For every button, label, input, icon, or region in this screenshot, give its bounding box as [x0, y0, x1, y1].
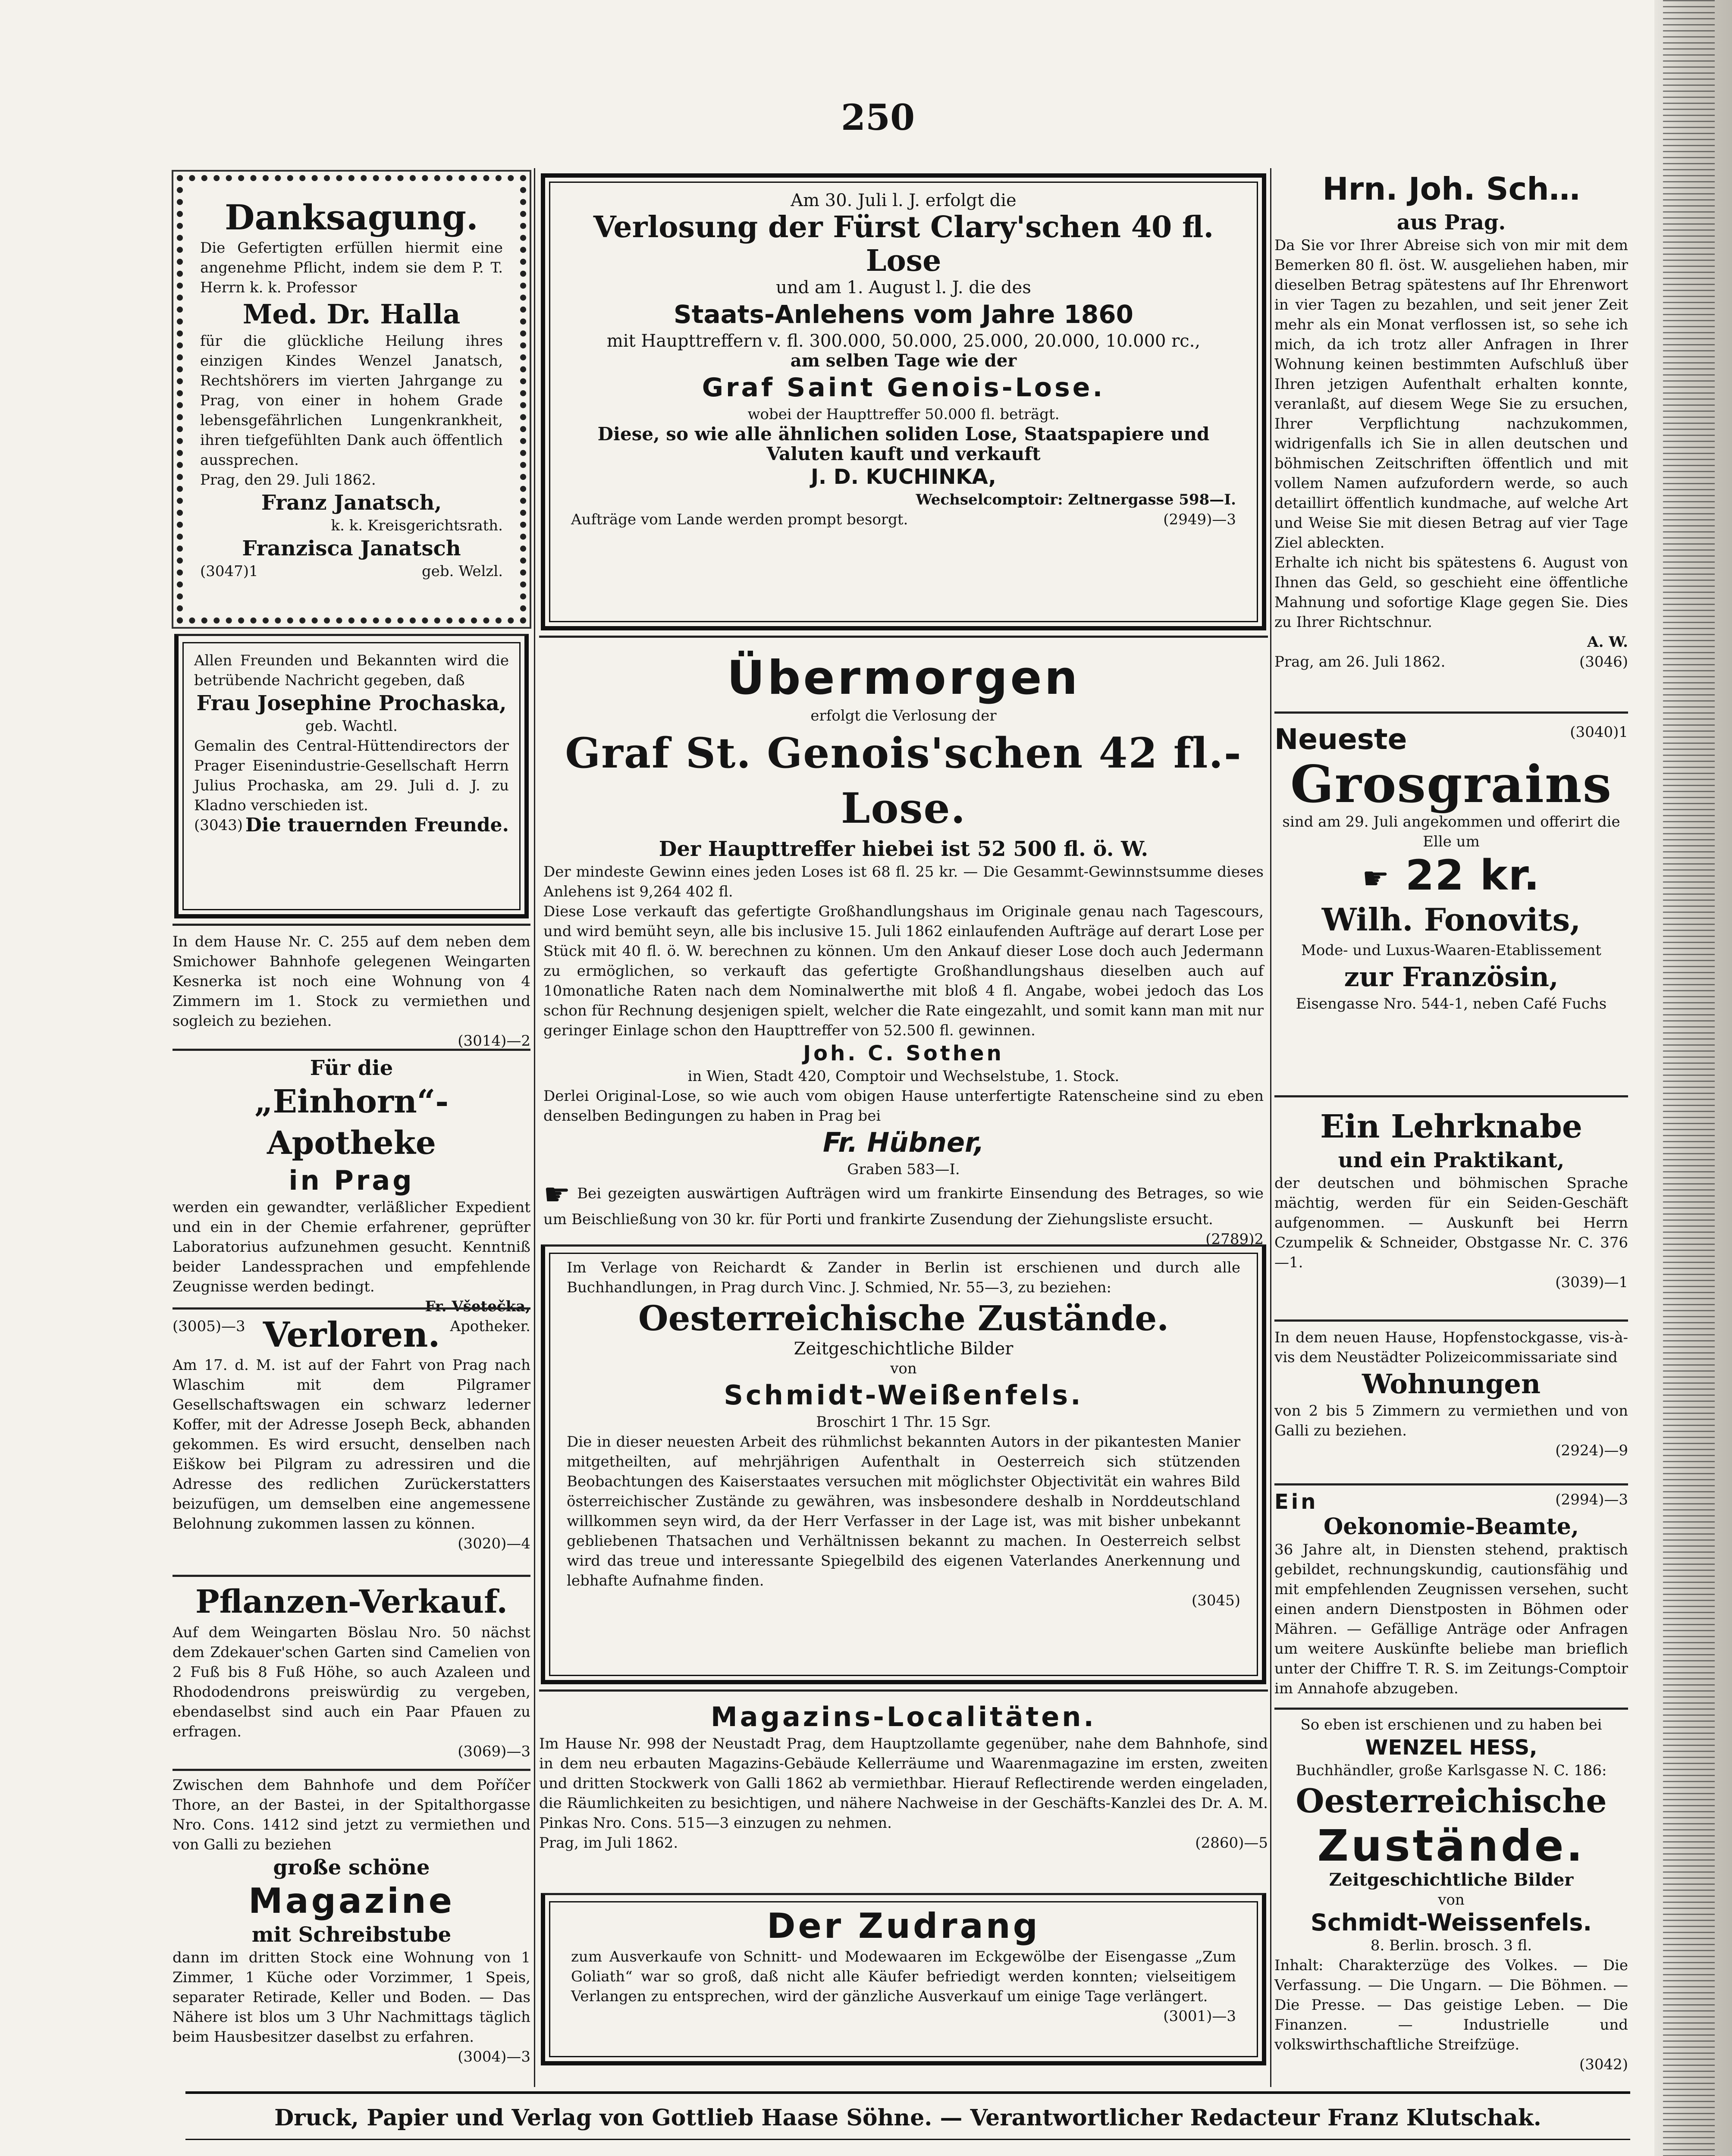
grosgrains-header — [1274, 722, 1628, 757]
ad-magazins-localitaeten — [539, 1689, 1268, 1888]
oekonomie-title: Oekonomie-Beamte, — [1324, 1514, 1579, 1540]
magazins-date: Prag, im Juli 1862. — [539, 1834, 678, 1852]
ad-der-zudrang — [541, 1893, 1266, 2065]
zustaende-title: Oesterreichische Zustände. — [638, 1298, 1169, 1338]
oekonomie-body: 36 Jahre alt, in Diensten stehend, praktisch gebildet, rechnungskundig, cautionsfähig und mit empfehlenden Zeugnissen versehen, sucht einen andern Dienstposten in Böhmen oder Mähren. — Gefällige Anträge oder Anfragen um weitere Auskünfte beliebe man brieflich unter der Chiffre T. R. S. im Zeitungs-Comptoir im Annahofe abzugeben. — [1274, 1541, 1628, 1697]
grosgrains-price: 22 kr. — [1405, 851, 1541, 899]
johsch-title: Hrn. Joh. Sch… — [1322, 171, 1580, 207]
apotheke-line-1: Für die — [310, 1056, 393, 1080]
hess-firm: WENZEL HESS, — [1365, 1736, 1537, 1760]
uebermorgen-body-3: Derlei Original-Lose, so wie auch vom obigen Hause unterfertigte Ratenscheine sind zu eben denselben Bedingungen zu haben in Prag bei — [543, 1087, 1264, 1125]
zudrang-ref: (3001)—3 — [1163, 2008, 1236, 2025]
footer-rule-top — [185, 2091, 1630, 2094]
uebermorgen-ref: (2789)2 — [1205, 1231, 1264, 1248]
grosgrains-title: Grosgrains — [1290, 754, 1613, 814]
danksagung-signature-1: Franz Janatsch, — [261, 491, 442, 515]
wohnungen-body: von 2 bis 5 Zimmern zu vermiethen und von Galli zu beziehen. — [1274, 1402, 1628, 1439]
danksagung-intro: Die Gefertigten erfüllen hiermit eine angenehme Pflicht, indem sie dem P. T. Herrn k. k. Professor — [200, 239, 503, 296]
zudrang-body: zum Ausverkaufe von Schnitt- und Modewaaren im Eckgewölbe der Eisengasse „Zum Goliath“ war so groß, daß nicht alle Käufer befriedigt werden konnten; vielseitigem Verlangen zu entsprechen, wird der gänzliche Ausverkauf um einige Tage verlängert. — [571, 1948, 1236, 2005]
clary-haupttreffer: mit Haupttreffern v. fl. 300.000, 50.000, 25.000, 20.000, 10.000 rc., — [606, 331, 1201, 351]
magazins-ref: (2860)—5 — [1195, 1834, 1268, 1852]
column-middle — [539, 168, 1268, 2071]
ad-clary-lottery — [541, 173, 1266, 630]
danksagung-doctor: Med. Dr. Halla — [242, 298, 461, 330]
grosgrains-firm-subtitle: Mode- und Luxus-Waaren-Etablissement — [1301, 942, 1601, 959]
hess-subtitle: Zeitgeschichtliche Bilder — [1329, 1870, 1574, 1890]
uebermorgen-address: in Wien, Stadt 420, Comptoir und Wechselstube, 1. Stock. — [687, 1068, 1120, 1085]
johsch-body: Da Sie vor Ihrer Abreise sich von mir mit dem Bemerken 80 fl. öst. W. ausgeliehen haben, mir dieselben Betrag spätestens auf Ihr Ehrenwort in vier Tagen zu bezahlen, und seit jener Zeit mehr als ein Monat verflossen ist, so sehe ich mich, da ich trotz aller Anfragen in Ihrer Wohnung keinen bestimmten Aufschluß über Ihren jetzigen Aufenthalt erhalten konnte, veranlaßt, auf diesem Wege Sie zu ersuchen, Ihrer Verpflichtung nachzukommen, widrigenfalls ich Sie in allen deutschen und böhmischen Zeitschriften öffentlich und mit vollem Namen aufzufordern werde, so auch detaillirt öffentlich kundmache, auf welche Art und Weise Sie mit diesen Betrag auf vier Tage Ziel ableckten. — [1274, 237, 1628, 552]
ad-wohnungen — [1274, 1319, 1628, 1483]
johsch-date: Prag, am 26. Juli 1862. — [1274, 653, 1446, 671]
apotheke-body: werden ein gewandter, verläßlicher Expedient und ein in der Chemie erfahrener, geprüfter Laboratorius aufzunehmen gesucht. Kenntniß beider Landessprachen und empfehlende Zeugnisse werden bedingt. — [173, 1199, 530, 1295]
hess-title-1: Oesterreichische — [1296, 1782, 1607, 1820]
verloren-body: Am 17. d. M. ist auf der Fahrt von Prag nach Wlaschim mit dem Pilgramer Gesellschaftswagen ein schwarz lederner Koffer, mit der Adresse Joseph Beck, abhanden gekommen. Es wird ersucht, denselben nach Eiškow bei Pilgram zu adressiren und die Adresse des redlichen Zurückerstatters beizufügen, um demselben eine angemessene Belohnung zukommen lassen zu können. — [173, 1357, 530, 1532]
apotheke-city: in Prag — [289, 1165, 414, 1196]
apotheke-signature-title: Apotheker. — [450, 1318, 530, 1335]
magazins-title: Magazins-Localitäten. — [711, 1701, 1096, 1733]
lehrknabe-subtitle: und ein Praktikant, — [1338, 1148, 1565, 1172]
pflanzen-title: Pflanzen-Verkauf. — [195, 1583, 508, 1620]
apotheke-name: „Einhorn“-Apotheke — [254, 1083, 449, 1162]
grosgrains-firm: Wilh. Fonovits, — [1321, 901, 1581, 938]
magazine-title: Magazine — [248, 1881, 455, 1921]
pointing-hand-icon: ☛ — [543, 1177, 571, 1212]
magazins-footer — [539, 1833, 1268, 1853]
danksagung-signature-2-suffix: geb. Welzl. — [421, 563, 503, 580]
ad-obituary — [174, 634, 529, 918]
hess-ref: (3042) — [1579, 2056, 1628, 2073]
danksagung-body: für die glückliche Heilung ihres einzigen Kindes Wenzel Janatsch, Rechtshörers im vierten Jahrgange zu Prag, von einer in hohem Grade lebensgefährlichen Lungenkrankheit, ihren tiefgefühlten Dank auch öffentlich aussprechen. — [200, 332, 503, 469]
wohnungen-title: Wohnungen — [1362, 1368, 1541, 1400]
ad-magazine — [173, 1769, 530, 2079]
ad-oesterreichische-zustaende — [541, 1244, 1266, 1684]
magazine-intro: Zwischen dem Bahnhofe und dem Poříčer Thore, an der Bastei, in der Spitalthorgasse Nro. Cons. 1412 sind jetzt zu vermiethen und von Galli zu beziehen — [173, 1777, 530, 1853]
verloren-title: Verloren. — [263, 1314, 440, 1355]
hess-address: Buchhändler, große Karlsgasse N. C. 186: — [1296, 1762, 1607, 1779]
johsch-signature: A. W. — [1587, 633, 1628, 651]
uebermorgen-agent-address: Graben 583—I. — [847, 1161, 960, 1178]
clary-line-1: Am 30. Juli l. J. erfolgt die — [791, 191, 1017, 210]
uebermorgen-body-2: Diese Lose verkauft das gefertigte Großhandlungshaus im Originale genau nach Tagescours, und wird bemüht seyn, alle bis inclusive 15. Juli 1862 einlaufenden Aufträge auf derart Lose per Stück mit 40 fl. ö. W. berechnen zu können. Um den Ankauf dieser Lose doch auch Jedermann zu ermöglichen, so verkauft das gefertigte Großhandlungshaus dieselben auch auf 10monatliche Raten nach dem Nominalwerthe mit bloß 4 fl. Angabe, wobei jedoch das Los schon für Rechnung desjenigen spielt, welcher die Rate eingezahlt, und somit kann man mit nur geringer Einlage schon den Haupttreffer von 52.500 fl. gewinnen. — [543, 903, 1264, 1039]
uebermorgen-body-1: Der mindeste Gewinn eines jeden Loses ist 68 fl. 25 kr. — Die Gesammt-Gewinnstsumme dieses Anlehens ist 9,264 402 fl. — [543, 863, 1264, 900]
johsch-footer — [1274, 652, 1628, 672]
clary-line-8: wobei der Haupttreffer 50.000 fl. beträgt. — [747, 406, 1060, 423]
lehrknabe-title: Ein Lehrknabe — [1320, 1108, 1582, 1145]
smichow-body: In dem Hause Nr. C. 255 auf dem neben dem Smichower Bahnhofe gelegenen Weingarten Kesnerka ist noch eine Wohnung von 4 Zimmern im 1. Stock zu vermiethen und sogleich zu beziehen. — [173, 933, 530, 1030]
obituary-maiden-name: geb. Wachtl. — [305, 718, 398, 735]
zustaende-price: Broschirt 1 Thr. 15 Sgr. — [816, 1413, 991, 1431]
zustaende-intro: Im Verlage von Reichardt & Zander in Berlin ist erschienen und durch alle Buchhandlungen, in Prag durch Vinc. J. Schmied, Nr. 55—3, zu beziehen: — [567, 1259, 1240, 1296]
obituary-ref: (3043) — [194, 817, 243, 834]
smichow-ref: (3014)—2 — [458, 1032, 530, 1050]
clary-address: Wechselcomptoir: Zeltnergasse 598—I. — [916, 491, 1236, 508]
obituary-footer — [194, 815, 509, 835]
page-edge-stitching — [1663, 0, 1715, 2156]
ad-grosgrains — [1274, 711, 1628, 1095]
clary-title: Verlosung der Fürst Clary'schen 40 fl. Lose — [593, 210, 1214, 278]
hess-von: von — [1438, 1891, 1465, 1908]
column-rule-right — [1270, 168, 1271, 2087]
wohnungen-intro: In dem neuen Hause, Hopfenstockgasse, vis-à-vis dem Neustädter Polizeicommissariate sind — [1274, 1329, 1628, 1366]
verloren-ref: (3020)—4 — [458, 1535, 530, 1552]
hess-intro: So eben ist erschienen und zu haben bei — [1300, 1716, 1602, 1733]
clary-note: Aufträge vom Lande werden prompt besorgt. — [571, 511, 908, 528]
grosgrains-ref: (3040)1 — [1570, 724, 1628, 741]
uebermorgen-lose-title: Graf St. Genois'schen 42 fl.-Lose. — [565, 729, 1242, 833]
lehrknabe-body: der deutschen und böhmischen Sprache mächtig, werden für ein Seiden-Geschäft aufgenommen. — Auskunft bei Herrn Czumpelik & Schneider, Obstgasse Nr. C. 376—1. — [1274, 1175, 1628, 1271]
oekonomie-header — [1274, 1490, 1628, 1514]
obituary-intro: Allen Freunden und Bekannten wird die betrübende Nachricht gegeben, daß — [194, 652, 509, 689]
grosgrains-line-1: Neueste — [1274, 723, 1407, 756]
zustaende-von: von — [890, 1360, 917, 1377]
johsch-ref: (3046) — [1579, 653, 1628, 671]
danksagung-date: Prag, den 29. Juli 1862. — [200, 471, 376, 489]
imprint-footer: Druck, Papier und Verlag von Gottlieb Haase Söhne. — Verantwortlicher Redacteur Franz Klutschak. — [274, 2105, 1541, 2131]
uebermorgen-haupttreffer: Der Haupttreffer hiebei ist 52 500 fl. ö. W. — [659, 837, 1148, 861]
column-left — [173, 168, 530, 2079]
pointing-hand-icon: ☛ — [1362, 860, 1390, 896]
oekonomie-ref: (2994)—3 — [1555, 1491, 1628, 1508]
johsch-subtitle: aus Prag. — [1396, 210, 1506, 235]
clary-ref: (2949)—3 — [1163, 511, 1236, 528]
uebermorgen-firm: Joh. C. Sothen — [803, 1041, 1004, 1065]
pflanzen-body: Auf dem Weingarten Böslau Nro. 50 nächst dem Zdekauer'schen Garten sind Camelien von 2 Fuß bis 8 Fuß Höhe, so auch Azaleen und Rhododendrons preiswürdig zu vergeben, ebendaselbst sind auch ein Paar Pfauen zu erfragen. — [173, 1624, 530, 1740]
uebermorgen-body-4: Bei gezeigten auswärtigen Aufträgen wird um frankirte Einsendung des Betrages, so wie um Beischließung von 30 kr. für Porti und frankirte Zusendung der Ziehungsliste ersucht. — [543, 1185, 1264, 1228]
zustaende-author: Schmidt-Weißenfels. — [724, 1379, 1083, 1411]
ad-lehrknabe — [1274, 1095, 1628, 1319]
ad-oekonomie-beamte — [1274, 1483, 1628, 1708]
danksagung-ref: (3047)1 — [200, 563, 258, 580]
clary-line-9: Diese, so wie alle ähnlichen soliden Lose, Staatspapiere und Valuten kauft und verkauft — [597, 423, 1210, 464]
hess-body: Inhalt: Charakterzüge des Volkes. — Die Verfassung. — Die Ungarn. — Die Böhmen. — Die Presse. — Das geistige Leben. — Die Finanzen. — Industrielle und volkswirthschaftliche Streifzüge. — [1274, 1957, 1628, 2053]
footer-rule-bottom — [185, 2139, 1630, 2140]
lehrknabe-ref: (3039)—1 — [1555, 1274, 1628, 1291]
hess-title-2: Zustände. — [1317, 1821, 1585, 1871]
grosgrains-shop: zur Französin, — [1344, 961, 1559, 993]
wohnungen-ref: (2924)—9 — [1555, 1442, 1628, 1459]
magazine-body: dann im dritten Stock eine Wohnung von 1 Zimmer, 1 Küche oder Vorzimmer, 1 Speis, separater Retirade, Keller und Boden. — Das Nähere ist blos um 3 Uhr Nachmittags täglich beim Hausbesitzer daselbst zu erfahren. — [173, 1949, 530, 2046]
danksagung-footer — [200, 561, 503, 581]
obituary-name: Frau Josephine Prochaska, — [196, 691, 507, 715]
grosgrains-body: sind am 29. Juli angekommen und offerirt die Elle um — [1282, 813, 1620, 850]
zudrang-title: Der Zudrang — [767, 1906, 1040, 1946]
pflanzen-ref: (3069)—3 — [458, 1743, 530, 1760]
zustaende-subtitle: Zeitgeschichtliche Bilder — [794, 1339, 1013, 1359]
hess-author: Schmidt-Weissenfels. — [1311, 1909, 1592, 1936]
uebermorgen-title: Übermorgen — [727, 651, 1080, 705]
ad-danksagung — [177, 175, 526, 624]
clary-line-6: am selben Tage wie der — [790, 351, 1017, 371]
ad-wenzel-hess — [1274, 1708, 1628, 2087]
danksagung-signature-1-title: k. k. Kreisgerichtsrath. — [331, 517, 503, 534]
grosgrains-address: Eisengasse Nro. 544-1, neben Café Fuchs — [1296, 995, 1607, 1012]
hess-price: 8. Berlin. brosch. 3 fl. — [1370, 1937, 1532, 1954]
uebermorgen-line-1: erfolgt die Verlosung der — [810, 707, 997, 724]
magazine-line-3: mit Schreibstube — [251, 1923, 452, 1947]
magazine-line-1: große schöne — [273, 1855, 430, 1880]
magazins-body: Im Hause Nr. 998 der Neustadt Prag, dem Hauptzollamte gegenüber, nahe dem Bahnhofe, sind in dem neu erbauten Magazins-Gebäude Kellerräume und Waarenmagazine im ersten, zweiten und dritten Stockwerk von Galli 1862 ab vermiethbar. Hierauf Reflectirende werden eingeladen, die Räumlichkeiten zu besichtigen, und nähere Nachweise in der Geschäfts-Kanzlei des Dr. A. M. Pinkas Nro. Cons. 515—3 einzugen zu nehmen. — [539, 1735, 1268, 1832]
clary-firm: J. D. KUCHINKA, — [811, 465, 996, 489]
ad-smichow-apartment — [173, 924, 530, 1049]
page-number: 250 — [841, 97, 915, 138]
ad-verloren — [173, 1307, 530, 1575]
zustaende-body: Die in dieser neuesten Arbeit des rühmlichst bekannten Autors in der pikantesten Manier mitgetheilten, auf mehrjährigen Aufenthalt in Oesterreich sich stützenden Beobachtungen des Kaiserstaates versuchen mit möglichster Objectivität ein wahres Bild österreichischer Zustände zu gewähren, was insbesondere deshalb in Norddeutschland willkommen seyn wird, da der Herr Verfasser in der Lage ist, was mit bisher unbekannt gebliebenen Thatsachen und Verhältnissen bekannt zu machen. In Oesterreich selbst wird das treue und interessante Spiegelbild des eigenen Vaterlandes Anerkennung und lebhafte Aufnahme finden. — [567, 1433, 1240, 1589]
uebermorgen-agent: Fr. Hübner, — [822, 1127, 985, 1158]
obituary-closing: Die trauernden Freunde. — [245, 814, 509, 836]
clary-line-3: und am 1. August l. J. die des — [776, 278, 1031, 298]
johsch-body-2: Erhalte ich nicht bis spätestens 6. August von Ihnen das Geld, so geschieht eine öffentliche Mahnung und sofortige Klage gegen Sie. Dies zu Ihrer Richtschnur. — [1274, 554, 1628, 631]
ad-uebermorgen — [539, 636, 1268, 1248]
clary-footer — [571, 510, 1236, 530]
clary-saint-genois: Graf Saint Genois-Lose. — [702, 373, 1105, 403]
obituary-body: Gemalin des Central-Hüttendirectors der Prager Eisenindustrie-Gesellschaft Herrn Julius Prochaska, am 29. Juli d. J. zu Kladno verschieden ist. — [194, 737, 509, 814]
oekonomie-line-1: Ein — [1274, 1490, 1318, 1514]
apotheke-signature: Fr. Všetečka, — [425, 1298, 530, 1315]
clary-staatsanlehen: Staats-Anlehens vom Jahre 1860 — [674, 300, 1133, 329]
apotheke-ref: (3005)—3 — [173, 1318, 245, 1335]
ad-pflanzen-verkauf — [173, 1575, 530, 1769]
danksagung-title: Danksagung. — [225, 197, 478, 238]
danksagung-signature-2: Franzisca Janatsch — [242, 536, 461, 561]
ad-joh-sch — [1274, 168, 1628, 711]
column-right — [1274, 168, 1628, 2087]
column-rule-left — [534, 168, 535, 2087]
magazine-ref: (3004)—3 — [458, 2048, 530, 2065]
zustaende-ref: (3045) — [1191, 1592, 1240, 1609]
